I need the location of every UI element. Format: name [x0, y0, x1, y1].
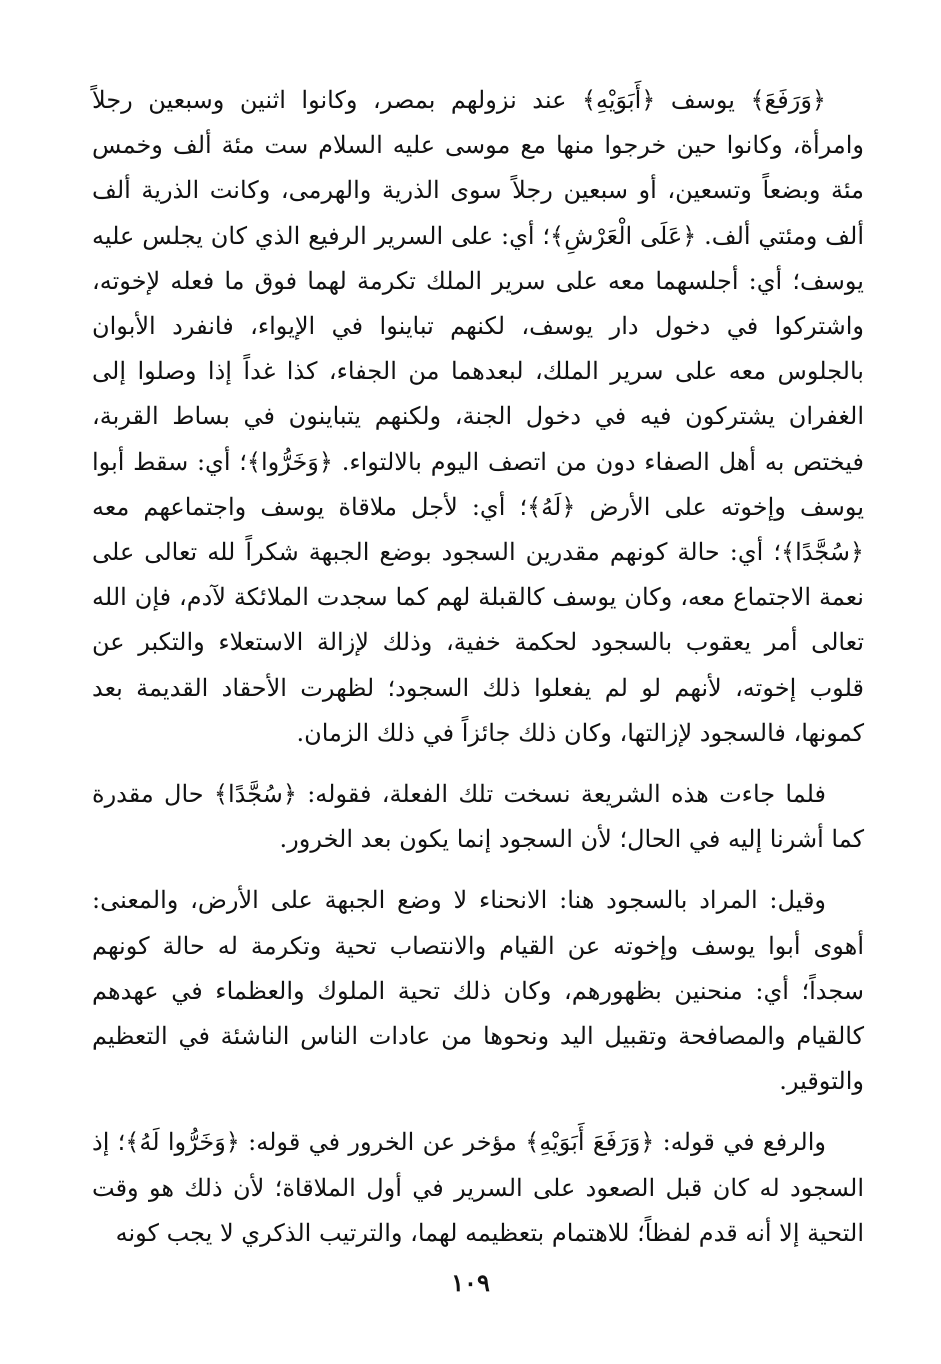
paragraph-4-text: والرفع في قوله: ﴿وَرَفَعَ أَبَوَيْهِ﴾ مؤخر عن الخرور في قوله: ﴿وَخَرُّوا لَهُ﴾؛ إذ السجود له كان قبل الصعود على السرير في أول الملاقاة؛ لأن ذلك هو وقت التحية إلا أنه قدم لفظاً؛ للاهتمام بتعظيمه لهما، والترتيب الذكري لا يجب كونه: [92, 1128, 864, 1247]
paragraph-1-text: ﴿وَرَفَعَ﴾ يوسف ﴿أَبَوَيْهِ﴾ عند نزولهم بمصر، وكانوا اثنين وسبعين رجلاً وامرأة، وكانوا حين خرجوا منها مع موسى عليه السلام ست مئة ألف وخمس مئة وبضعاً وتسعين، أو سبعين رجلاً سوى الذرية والهرمى، وكانت الذرية ألف ألف ومئتي ألف. ﴿عَلَى الْعَرْشِ﴾؛ أي: على السرير الرفيع الذي كان يجلس عليه يوسف؛ أي: أجلسهما معه على سرير الملك تكرمة لهما فوق ما فعله لإخوته، واشتركوا في دخول دار يوسف، لكنهم تباينوا في الإيواء، فانفرد الأبوان بالجلوس معه على سرير الملك، لبعدهما من الجفاء، كذا غداً إذا وصلوا إلى الغفران يشتركون فيه في دخول الجنة، ولكنهم يتباينون في بساط القربة، فيختص به أهل الصفاء دون من اتصف اليوم بالالتواء. ﴿وَخَرُّوا﴾؛ أي: سقط أبوا يوسف وإخوته على الأرض ﴿لَهُ﴾؛ أي: لأجل ملاقاة يوسف واجتماعهم معه ﴿سُجَّدًا﴾؛ أي: حالة كونهم مقدرين السجود بوضع الجبهة شكراً لله تعالى على نعمة الاجتماع معه، وكان يوسف كالقبلة لهم كما سجدت الملائكة لآدم، فإن الله تعالى أمر يعقوب بالسجود لحكمة خفية، وذلك لإزالة الاستعلاء والتكبر عن قلوب إخوته، لأنهم لو لم يفعلوا ذلك السجود؛ لظهرت الأحقاد القديمة بعد كمونها، فالسجود لإزالتها، وكان ذلك جائزاً في ذلك الزمان.: [92, 86, 864, 747]
paragraph-2-text: فلما جاءت هذه الشريعة نسخت تلك الفعلة، فقوله: ﴿سُجَّدًا﴾ حال مقدرة كما أشرنا إليه في الحال؛ لأن السجود إنما يكون بعد الخرور.: [92, 780, 864, 854]
paragraph-1: [92, 78, 864, 756]
paragraph-3-text: وقيل: المراد بالسجود هنا: الانحناء لا وضع الجبهة على الأرض، والمعنى: أهوى أبوا يوسف وإخوته عن القيام والانتصاب تحية وتكرمة له حالة كونهم سجداً؛ أي: منحنين بظهورهم، وكان ذلك تحية الملوك والعظماء في عهدهم كالقيام والمصافحة وتقبيل اليد ونحوها من عادات الناس الناشئة في التعظيم والتوقير.: [92, 886, 864, 1096]
page-number: ١٠٩: [451, 1268, 490, 1297]
paragraph-3: [92, 878, 864, 1104]
paragraph-2: [92, 772, 864, 862]
page-body: [92, 78, 864, 1308]
paragraph-4: [92, 1120, 864, 1256]
